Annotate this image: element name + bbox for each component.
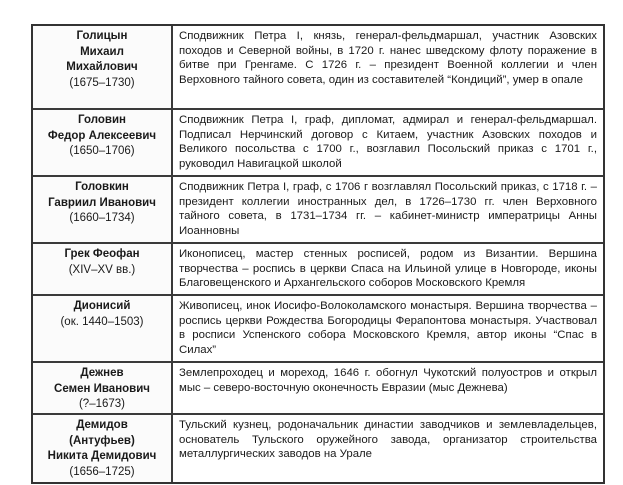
person-years: (1650–1706) <box>69 145 135 157</box>
person-description: Тульский кузнец, родоначальник династии заводчиков и землевладельцев, основатель Тульского оружейного завода, организатор строительства металлургических заводов на Урале <box>179 419 597 461</box>
person-name-cell <box>33 110 173 175</box>
person-years: (XIV–XV вв.) <box>68 263 136 276</box>
person-name-line: Михаил <box>80 45 124 58</box>
person-name-line: Михайлович <box>66 61 138 73</box>
person-name-line: Дежнев <box>80 367 124 379</box>
table-row <box>33 296 603 363</box>
person-name-line: Головкин <box>75 181 129 193</box>
person-description: Сподвижник Петра I, граф, с 1706 г возглавлял Посольский приказ, с 1718 г. – президент коллегии иностранных дел, в 1726–1730 гг. член Верховного тайного совета, в 1731–1734 гг. – кабинет-министр императрицы Анны Иоанновны <box>179 181 597 238</box>
person-name-line: Никита Демидович <box>47 450 157 462</box>
person-description: Сподвижник Петра I, граф, дипломат, адмирал и генерал-фельдмаршал. Подписал Нерчинский договор с Китаем, участник Азовских походов и Великого посольства с 1700 г., возглавил Посольский приказ с 1701 г., руководил Навигацкой школой <box>179 114 597 171</box>
person-name-line: Федор Алексеевич <box>47 129 157 142</box>
table-row <box>33 26 603 110</box>
person-name-line: Голицын <box>76 30 128 42</box>
person-name-cell <box>33 177 173 242</box>
person-name-cell <box>33 26 173 108</box>
person-name-line: Грек Феофан <box>64 248 140 260</box>
person-name-line: Гавриил Иванович <box>48 196 156 209</box>
person-name-cell <box>33 415 173 482</box>
biography-table <box>31 24 605 484</box>
person-years: (1660–1734) <box>69 212 135 224</box>
person-description: Землепроходец и мореход, 1646 г. обогнул Чукотский полуостров и открыл мыс – северо-восточную оконечность Евразии (мыс Дежнева) <box>179 367 597 394</box>
person-name-line: Семен Иванович <box>54 382 150 395</box>
person-name-line: Головин <box>78 114 126 126</box>
person-name-line: (Антуфьев) <box>69 434 135 447</box>
person-years: (ок. 1440–1503) <box>60 315 144 328</box>
person-name-line: Демидов <box>76 419 128 431</box>
person-years: (?–1673) <box>78 398 126 410</box>
person-years: (1675–1730) <box>69 76 135 89</box>
person-name-line: Дионисий <box>73 300 131 312</box>
person-description: Сподвижник Петра I, князь, генерал-фельдмаршал, участник Азовских походов и Северной войны, в 1720 г. нанес шведскому флоту поражение в битве при Гренгаме. С 1726 г. – президент Военной коллегии и член Верховного тайного совета, один из составителей “Кондиций”, умер в опале <box>179 30 597 87</box>
table-row <box>33 415 603 482</box>
table-row <box>33 244 603 296</box>
person-name-cell <box>33 244 173 294</box>
person-description: Живописец, инок Иосифо-Волоколамского монастыря. Вершина творчества – роспись церкви Рождества Богородицы Ферапонтова монастыря. Участвовал в росписи Успенского собора Московского Кремля, автор иконы “Спас в Силах” <box>179 300 597 357</box>
person-years: (1656–1725) <box>69 465 135 478</box>
table-row <box>33 177 603 244</box>
table-row <box>33 363 603 415</box>
table-row <box>33 110 603 177</box>
person-name-cell <box>33 363 173 413</box>
person-description: Иконописец, мастер стенных росписей, родом из Византии. Вершина творчества – роспись в церкви Спаса на Ильиной улице в Новгороде, иконы Благовещенского и Архангельского соборов Московского Кремля <box>179 248 597 290</box>
person-name-cell <box>33 296 173 361</box>
